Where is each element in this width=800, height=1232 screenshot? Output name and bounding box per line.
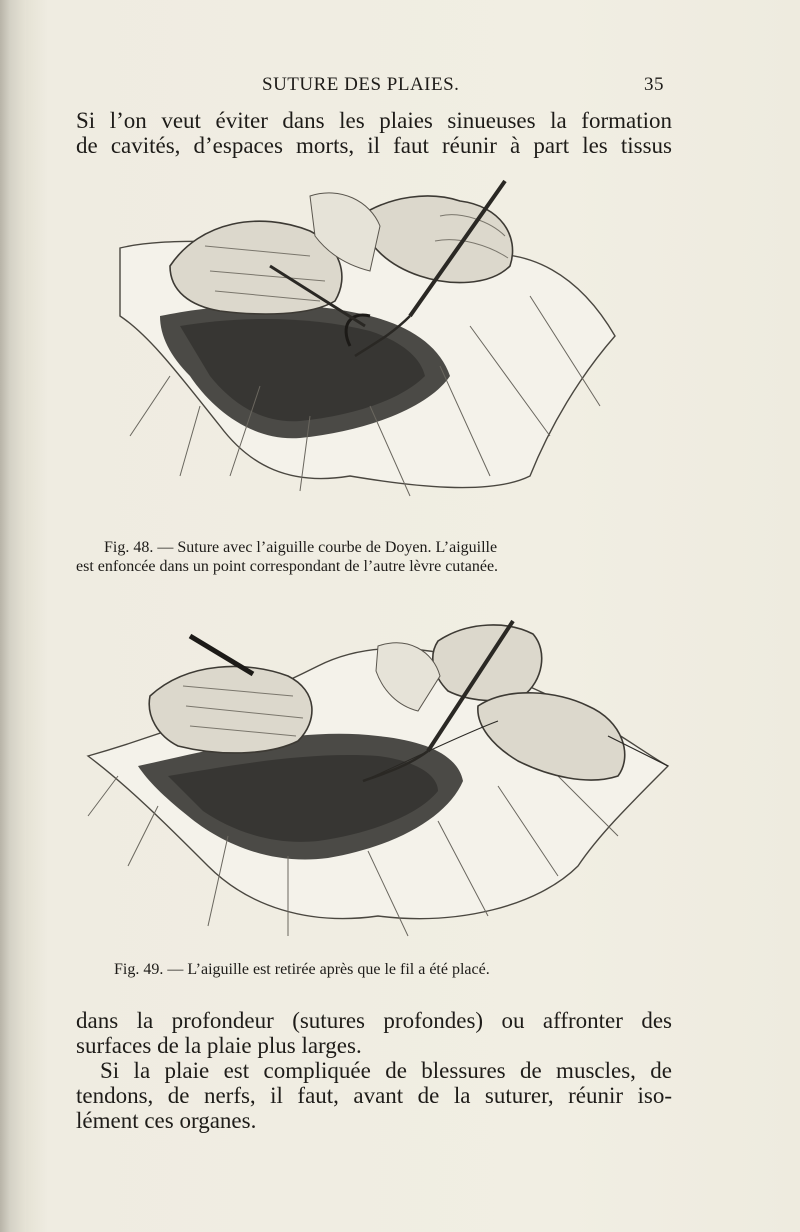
body-line: dans la profondeur (sutures profondes) ou affronter des xyxy=(76,1008,672,1033)
figure-48-caption-cont xyxy=(76,557,498,577)
intro-line: Si l’on veut éviter dans les plaies sinueuses la formation xyxy=(76,108,672,133)
figure-48-caption xyxy=(104,538,497,558)
body-line: tendons, de nerfs, il faut, avant de la suturer, réunir iso- xyxy=(76,1083,672,1108)
body-line: Si la plaie est compliquée de blessures de muscles, de xyxy=(100,1058,672,1083)
running-head xyxy=(0,74,800,98)
intro-paragraph xyxy=(76,108,672,158)
body-paragraph xyxy=(76,1008,672,1133)
figure-49-illustration xyxy=(78,606,678,946)
caption-line: est enfoncée dans un point correspondant de l’autre lèvre cutanée. xyxy=(76,558,499,575)
page-number: 35 xyxy=(644,74,664,95)
figure-48-illustration xyxy=(110,176,630,506)
caption-line: Fig. 48. — Suture avec l’aiguille courbe de Doyen. L’aiguille xyxy=(104,539,498,556)
figure-49-caption xyxy=(114,960,490,980)
intro-line: de cavités, d’espaces morts, il faut réunir à part les tissus xyxy=(76,133,672,158)
body-line: surfaces de la plaie plus larges. xyxy=(76,1033,362,1058)
body-line: lément ces organes. xyxy=(76,1108,257,1133)
running-title: SUTURE DES PLAIES. xyxy=(262,74,460,95)
caption-line: Fig. 49. — L’aiguille est retirée après que le fil a été placé. xyxy=(114,961,490,978)
page-gutter xyxy=(0,0,26,1232)
